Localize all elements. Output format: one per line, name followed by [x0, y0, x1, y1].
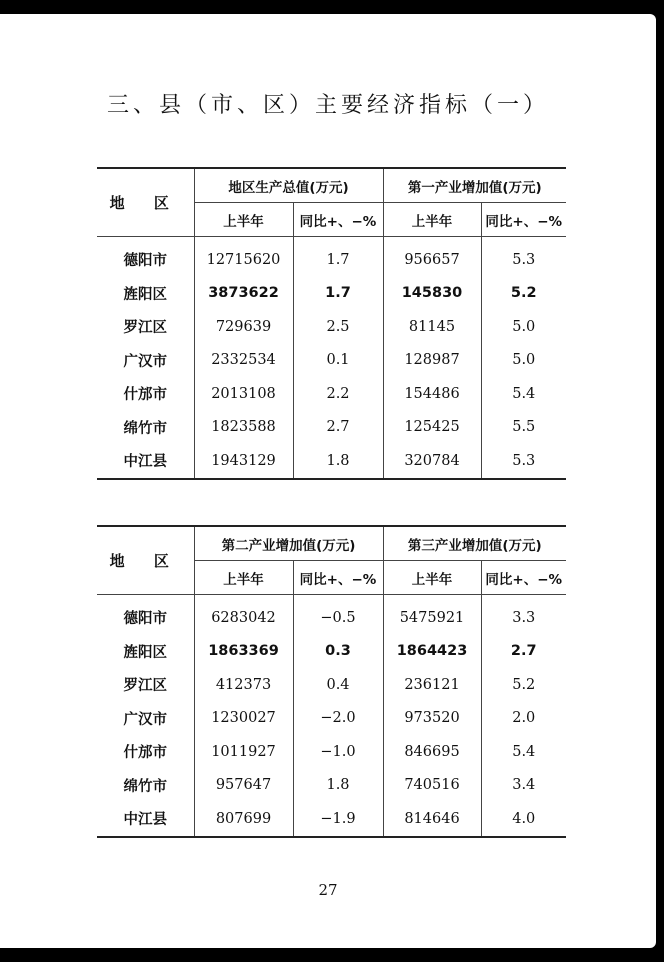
cell-value: 5.4 — [512, 743, 536, 760]
cell-value: 5.3 — [481, 444, 566, 479]
cell-value: −1.0 — [293, 735, 383, 769]
cell-value: 0.1 — [293, 344, 383, 378]
cell-value: 2.7 — [510, 643, 537, 660]
table-row — [97, 769, 566, 803]
cell-value: 740516 — [383, 769, 481, 803]
cell-value: 125425 — [383, 411, 481, 445]
region-name: 旌阳区 — [97, 635, 194, 669]
cell-value: 1.8 — [293, 769, 383, 803]
table-row — [97, 444, 566, 479]
table-row — [97, 702, 566, 736]
cell-value: 1863369 — [194, 635, 293, 669]
region-name: 德阳市 — [97, 237, 194, 277]
cell-value: 0.4 — [293, 668, 383, 702]
cell-value: 1.7 — [293, 277, 383, 311]
sub-header-yoy: 同比+、−% — [293, 561, 383, 595]
region-name: 广汉市 — [97, 344, 194, 378]
cell-value: 814646 — [383, 802, 481, 837]
region-name: 旌阳区 — [97, 277, 194, 311]
table-row — [97, 237, 566, 277]
region-name: 绵竹市 — [97, 769, 194, 803]
region-name: 罗江区 — [97, 668, 194, 702]
cell-value: 236121 — [383, 668, 481, 702]
cell-value: 2332534 — [194, 344, 293, 378]
cell-value: 846695 — [383, 735, 481, 769]
cell-value: 12715620 — [194, 237, 293, 277]
cell-value: 5.3 — [512, 251, 536, 268]
cell-value: 729639 — [194, 310, 293, 344]
cell-value: 2.0 — [512, 710, 536, 727]
cell-value: 3.3 — [512, 609, 536, 626]
cell-value: 3.4 — [512, 777, 536, 794]
table-row — [97, 344, 566, 378]
indicator-table-1 — [97, 167, 566, 480]
region-name: 广汉市 — [97, 702, 194, 736]
table-row — [97, 377, 566, 411]
sub-header-yoy: 同比+、−% — [481, 561, 566, 595]
region-name: 中江县 — [97, 444, 194, 479]
region-name: 什邡市 — [97, 735, 194, 769]
cell-value: 128987 — [383, 344, 481, 378]
cell-value: 1011927 — [194, 735, 293, 769]
group-header-primary: 第一产业增加值(万元) — [383, 168, 566, 203]
cell-value: 2.2 — [293, 377, 383, 411]
cell-value: 956657 — [383, 237, 481, 277]
table-row — [97, 310, 566, 344]
cell-value: 5.2 — [512, 676, 536, 693]
sub-header-half-year: 上半年 — [194, 203, 293, 237]
region-name: 什邡市 — [97, 377, 194, 411]
cell-value: −0.5 — [293, 595, 383, 635]
group-header-tertiary: 第三产业增加值(万元) — [383, 526, 566, 561]
cell-value: 1.7 — [293, 237, 383, 277]
cell-value: 154486 — [383, 377, 481, 411]
page-number: 27 — [318, 881, 338, 899]
cell-value: 412373 — [194, 668, 293, 702]
cell-value: 0.3 — [293, 635, 383, 669]
cell-value: 81145 — [383, 310, 481, 344]
cell-value: 807699 — [194, 802, 293, 837]
cell-value: 2.7 — [293, 411, 383, 445]
cell-value: 5.5 — [512, 419, 536, 436]
cell-value: 1943129 — [194, 444, 293, 479]
sub-header-half-year: 上半年 — [383, 203, 481, 237]
region-name: 德阳市 — [97, 595, 194, 635]
sub-header-yoy: 同比+、−% — [293, 203, 383, 237]
cell-value: 145830 — [383, 277, 481, 311]
cell-value: −2.0 — [293, 702, 383, 736]
region-name: 绵竹市 — [97, 411, 194, 445]
group-header-secondary: 第二产业增加值(万元) — [194, 526, 383, 561]
table-row — [97, 411, 566, 445]
group-header-gdp: 地区生产总值(万元) — [194, 168, 383, 203]
table-row — [97, 595, 566, 635]
cell-value: 5.2 — [510, 285, 537, 302]
indicator-table-2 — [97, 525, 566, 838]
table-row — [97, 802, 566, 837]
cell-value: 3873622 — [194, 277, 293, 311]
region-name: 罗江区 — [97, 310, 194, 344]
cell-value: 4.0 — [481, 802, 566, 837]
cell-value: 1823588 — [194, 411, 293, 445]
cell-value: 1230027 — [194, 702, 293, 736]
cell-value: −1.9 — [293, 802, 383, 837]
cell-value: 957647 — [194, 769, 293, 803]
table-row — [97, 668, 566, 702]
sub-header-half-year: 上半年 — [383, 561, 481, 595]
table-row — [97, 735, 566, 769]
document-page — [0, 14, 656, 948]
sub-header-half-year: 上半年 — [194, 561, 293, 595]
cell-value: 5.4 — [512, 385, 536, 402]
region-name: 中江县 — [97, 802, 194, 837]
cell-value: 320784 — [383, 444, 481, 479]
cell-value: 1864423 — [383, 635, 481, 669]
cell-value: 2.5 — [293, 310, 383, 344]
region-header: 地 区 — [97, 168, 194, 237]
cell-value: 5.0 — [512, 318, 536, 335]
region-header: 地 区 — [97, 526, 194, 595]
table-row-highlighted — [97, 635, 566, 669]
cell-value: 5.0 — [512, 352, 536, 369]
cell-value: 6283042 — [194, 595, 293, 635]
cell-value: 1.8 — [293, 444, 383, 479]
sub-header-yoy: 同比+、−% — [481, 203, 566, 237]
page-title: 三、县（市、区）主要经济指标（一） — [106, 93, 549, 118]
table-row-highlighted — [97, 277, 566, 311]
cell-value: 5475921 — [383, 595, 481, 635]
cell-value: 973520 — [383, 702, 481, 736]
cell-value: 2013108 — [194, 377, 293, 411]
